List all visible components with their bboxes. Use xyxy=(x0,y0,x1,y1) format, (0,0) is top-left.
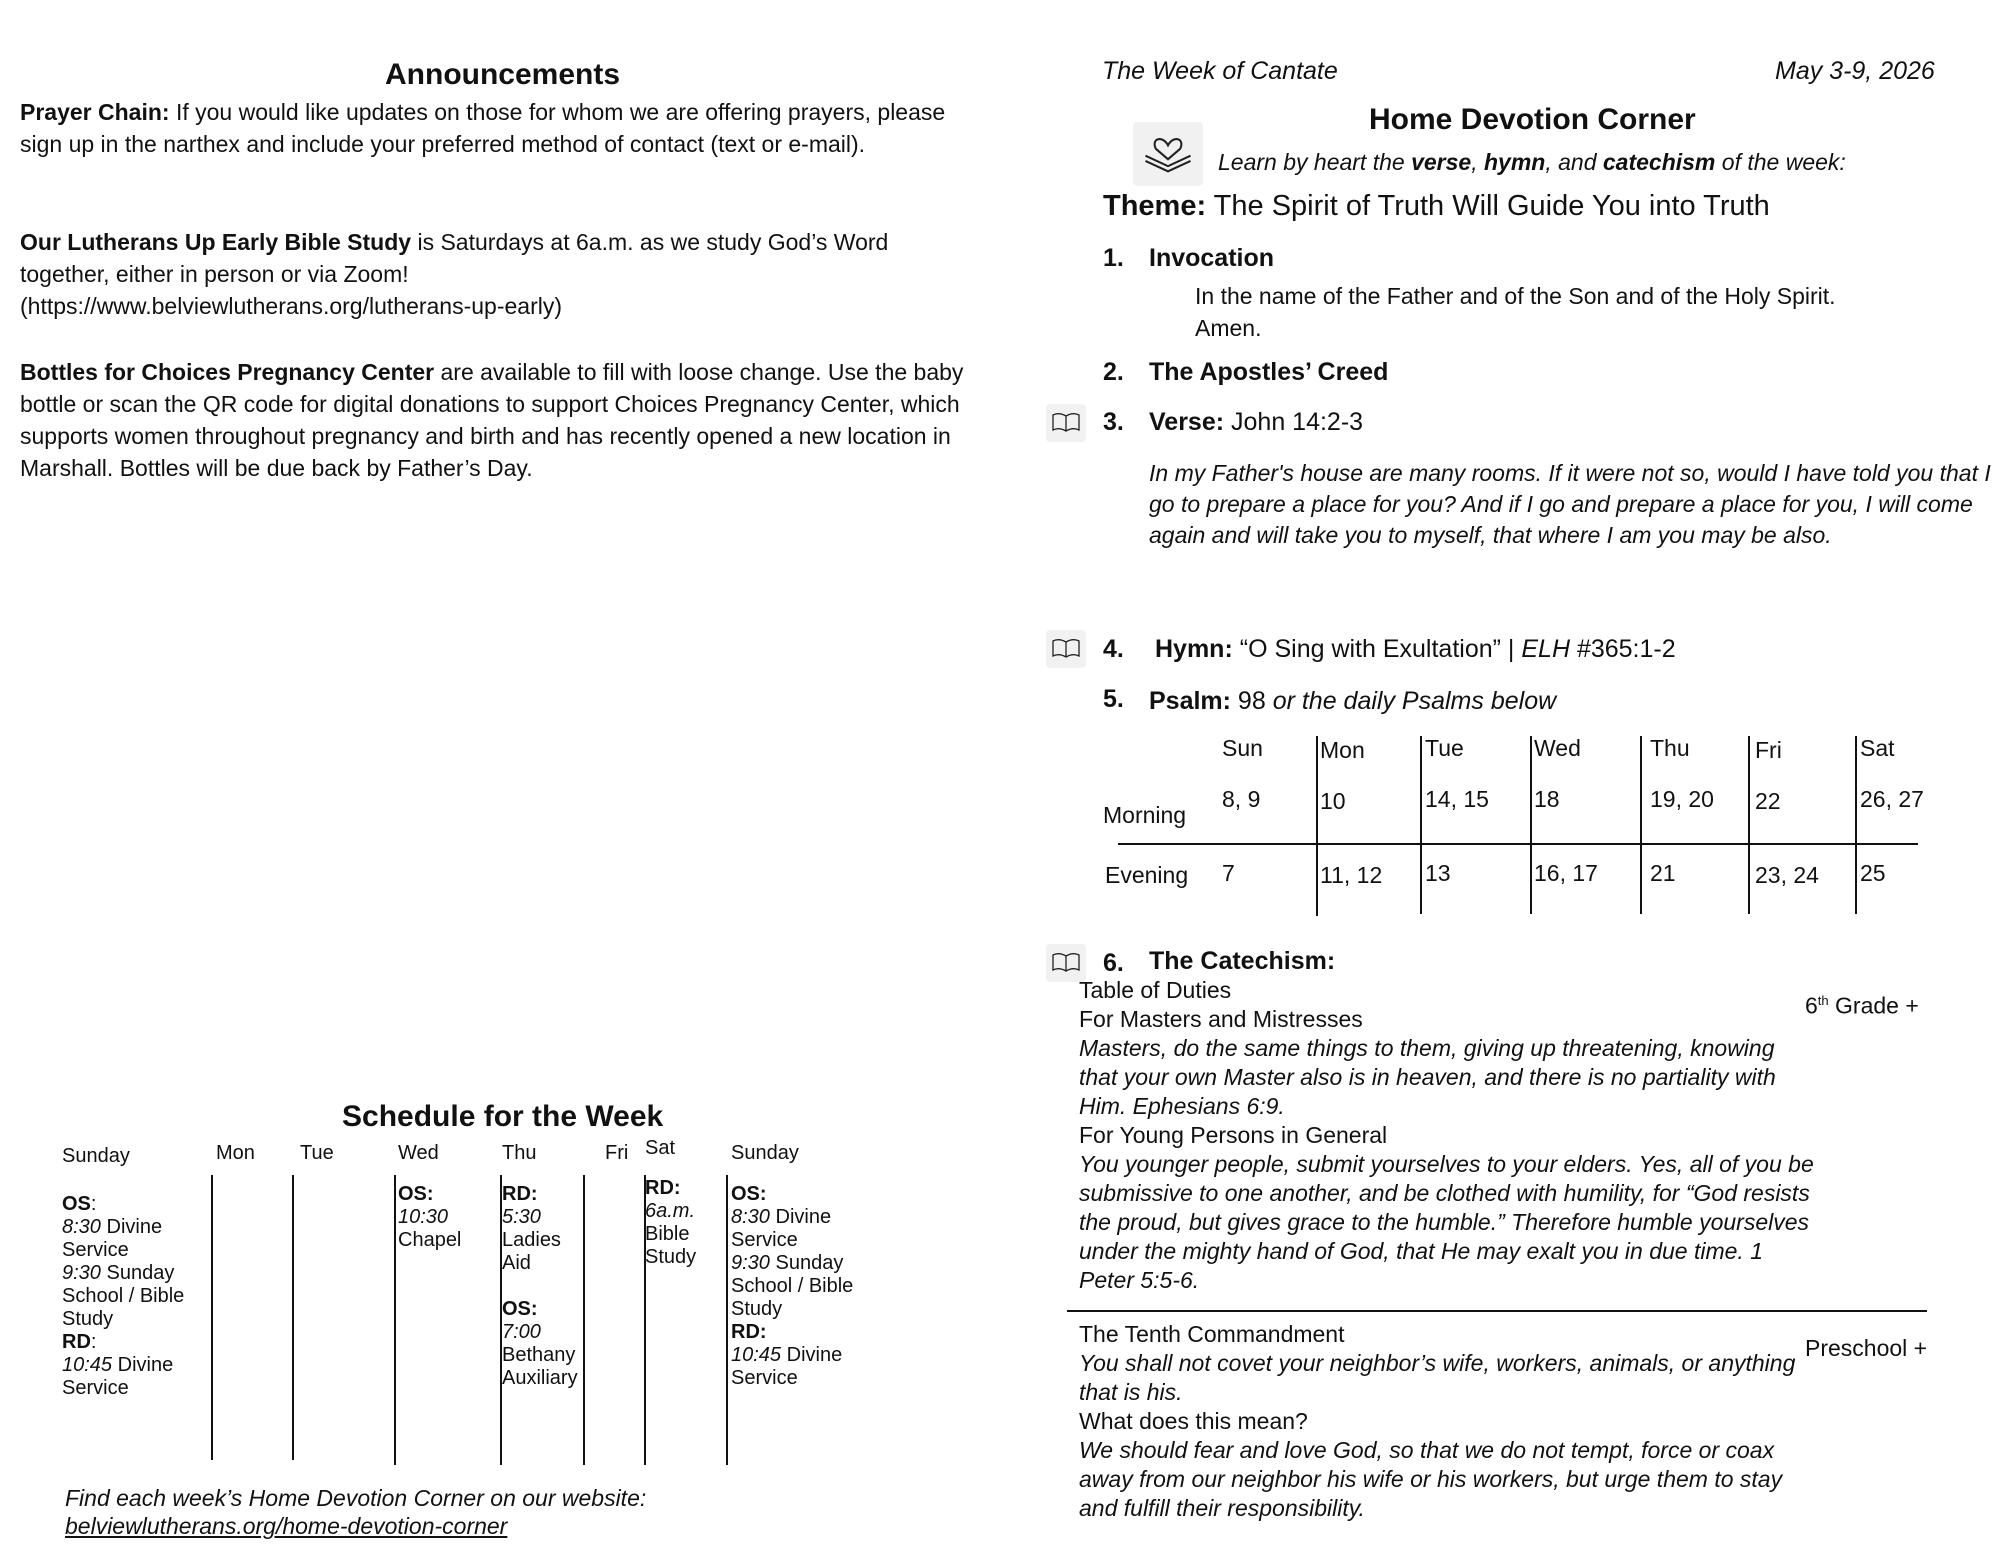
heart-book-icon xyxy=(1133,122,1203,186)
schedule-divider xyxy=(211,1175,213,1460)
announcements-title: Announcements xyxy=(385,58,621,91)
week-dates: May 3-9, 2026 xyxy=(1775,57,1935,85)
bible-study-paragraph xyxy=(20,226,980,322)
footer-note: Find each week’s Home Devotion Corner on our website: xyxy=(65,1485,647,1511)
psalm-morning-cell: 8, 9 xyxy=(1222,786,1261,812)
event-name: Divine Service xyxy=(731,1206,832,1251)
learn-hymn: hymn xyxy=(1483,149,1546,175)
psalm-morning-cell: 22 xyxy=(1755,788,1781,814)
psalm-column-divider xyxy=(1420,736,1422,914)
event-time: 7:00 xyxy=(502,1321,541,1343)
theme-text: The Spirit of Truth Will Guide You into Truth xyxy=(1206,190,1770,222)
event-time: 9:30 xyxy=(62,1262,101,1284)
item-number: 3. xyxy=(1103,408,1124,436)
psalm-morning-cell: 18 xyxy=(1534,786,1560,812)
schedule-day-tue: Tue xyxy=(300,1142,334,1164)
schedule-day-sat: Sat xyxy=(645,1137,676,1159)
event-time: 6a.m. xyxy=(645,1200,696,1222)
hymn-label: Hymn: xyxy=(1155,635,1233,663)
theme-label: Theme: xyxy=(1103,190,1207,222)
schedule-divider xyxy=(583,1175,585,1465)
psalm-column-divider xyxy=(1855,736,1857,914)
psalm-day-header: Sat xyxy=(1860,735,1895,761)
verse-heading xyxy=(1149,406,1363,438)
psalm-morning-cell: 19, 20 xyxy=(1650,786,1714,812)
catechism-subtitle: For Masters and Mistresses xyxy=(1079,1006,1363,1032)
catechism-section-commandment xyxy=(1079,1320,1819,1523)
psalm-number: 98 xyxy=(1230,687,1273,715)
learn-text: of the week: xyxy=(1715,149,1846,175)
os-label: OS: xyxy=(398,1183,434,1205)
book-icon xyxy=(1046,630,1086,668)
schedule-divider xyxy=(394,1175,396,1465)
event-name: Sunday School / Bible Study xyxy=(731,1252,854,1320)
psalm-evening-cell: 13 xyxy=(1425,860,1451,886)
event-name: Ladies Aid xyxy=(502,1229,561,1274)
rd-label: RD xyxy=(62,1331,91,1353)
psalm-alternative: or the daily Psalms below xyxy=(1272,687,1557,715)
event-name: Divine Service xyxy=(731,1344,843,1389)
schedule-wed-events xyxy=(398,1183,498,1252)
learn-line xyxy=(1218,146,1846,178)
week-name: The Week of Cantate xyxy=(1102,57,1338,85)
psalm-day-header: Thu xyxy=(1650,735,1690,761)
event-time: 8:30 xyxy=(731,1206,770,1228)
psalm-evening-cell: 16, 17 xyxy=(1534,860,1598,886)
evening-label: Evening xyxy=(1105,862,1189,888)
catechism-heading: The Catechism: xyxy=(1149,947,1336,975)
event-name: Divine Service xyxy=(62,1354,174,1399)
catechism-text: You shall not covet your neighbor’s wife, workers, animals, or anything that is his. xyxy=(1079,1350,1796,1405)
psalm-evening-cell: 21 xyxy=(1650,860,1676,886)
preschool-level: Preschool + xyxy=(1805,1335,1928,1361)
psalm-evening-cell: 11, 12 xyxy=(1320,862,1383,888)
catechism-question: What does this mean? xyxy=(1079,1408,1308,1434)
psalm-day-header: Mon xyxy=(1320,737,1365,763)
event-name: Chapel xyxy=(398,1229,462,1251)
schedule-sunday-events: OS: 8:30 Divine Service 9:30 Sunday School / Bible Study RD: 10:45 Divine Service xyxy=(62,1193,185,1399)
theme-line xyxy=(1103,190,1770,223)
schedule-thu-events xyxy=(502,1183,582,1390)
catechism-title: Table of Duties xyxy=(1079,977,1232,1003)
grade-suffix: th xyxy=(1817,993,1829,1008)
catechism-subtitle: For Young Persons in General xyxy=(1079,1122,1388,1148)
catechism-title: The Tenth Commandment xyxy=(1079,1321,1345,1347)
bottles-text: are available to fill with loose change. Use the baby bottle or scan the QR code for digital donations to support Choices Pregnancy Center, which supports women throughout pregnancy and birth and has recently opened a new location in Marshall. Bottles will be due back by Father’s Day. xyxy=(20,359,964,481)
footer-link[interactable]: belviewlutherans.org/home-devotion-corner xyxy=(65,1513,508,1539)
devotion-title: Home Devotion Corner xyxy=(1369,103,1696,136)
psalm-heading xyxy=(1149,685,1556,717)
creed-heading: The Apostles’ Creed xyxy=(1149,358,1389,386)
catechism-divider xyxy=(1067,1310,1927,1312)
psalm-evening-cell: 23, 24 xyxy=(1755,862,1819,888)
learn-catechism: catechism xyxy=(1602,149,1716,175)
psalm-morning-cell: 26, 27 xyxy=(1860,786,1924,812)
schedule-sat-events xyxy=(645,1177,723,1269)
prayer-chain-label: Prayer Chain: xyxy=(20,99,170,125)
item-number: 6. xyxy=(1103,949,1124,977)
item-number: 1. xyxy=(1103,244,1124,272)
catechism-answer: We should fear and love God, so that we do not tempt, force or coax away from our neighbor his wife or his workers, but urge them to stay and fulfill their responsibility. xyxy=(1079,1437,1783,1521)
schedule-next-sunday-events xyxy=(731,1183,871,1390)
learn-sep: , xyxy=(1471,149,1484,175)
grade-level xyxy=(1805,985,1919,1022)
hymn-number: #365:1-2 xyxy=(1570,635,1676,663)
prayer-chain-text: If you would like updates on those for whom we are offering prayers, please sign up in the narthex and include your preferred method of contact (text or e-mail). xyxy=(20,99,946,157)
psalm-day-header: Tue xyxy=(1425,735,1464,761)
schedule-day-wed: Wed xyxy=(398,1142,439,1164)
psalm-evening-cell: 7 xyxy=(1222,860,1235,886)
psalm-table-divider xyxy=(1118,843,1918,845)
schedule-divider xyxy=(292,1175,294,1460)
schedule-divider xyxy=(726,1175,728,1465)
schedule-title: Schedule for the Week xyxy=(342,1100,664,1133)
event-name: Sunday School / Bible Study xyxy=(62,1262,185,1330)
schedule-day-sunday: Sunday xyxy=(62,1145,130,1167)
event-time: 10:45 xyxy=(62,1354,113,1376)
hymn-book: ELH xyxy=(1521,635,1570,663)
event-name: Bible Study xyxy=(645,1223,697,1268)
book-icon xyxy=(1046,404,1086,442)
rd-label: RD: xyxy=(645,1177,681,1199)
psalm-column-divider xyxy=(1316,736,1318,916)
psalm-day-header: Wed xyxy=(1534,735,1581,761)
item-number: 2. xyxy=(1103,358,1124,386)
psalm-evening-cell: 25 xyxy=(1860,860,1886,886)
schedule-day-thu: Thu xyxy=(502,1142,537,1164)
psalm-column-divider xyxy=(1748,736,1750,914)
bible-study-text: is Saturdays at 6a.m. as we study God’s Word together, either in person or via Zoom! xyxy=(20,229,889,287)
grade-number: 6 xyxy=(1805,992,1818,1019)
bottles-label: Bottles for Choices Pregnancy Center xyxy=(20,359,435,385)
event-time: 9:30 xyxy=(731,1252,770,1274)
catechism-text: You younger people, submit yourselves to your elders. Yes, all of you be submissive to one another, and be clothed with humility, for “God resists the proud, but gives grace to the humble.” Therefore humble yourselves under the mighty hand of God, that He may exalt you in due time. 1 Peter 5:5-6. xyxy=(1079,1151,1814,1293)
morning-label: Morning xyxy=(1103,802,1187,828)
psalm-label: Psalm: xyxy=(1149,687,1231,715)
event-name: Bethany Auxiliary xyxy=(502,1344,578,1389)
bible-study-url: (https://www.belviewlutherans.org/lutherans-up-early) xyxy=(20,293,563,319)
item-number: 5. xyxy=(1103,685,1124,713)
psalm-morning-cell: 10 xyxy=(1320,788,1346,814)
event-time: 5:30 xyxy=(502,1206,541,1228)
verse-label: Verse: xyxy=(1149,408,1225,436)
event-name: Divine Service xyxy=(62,1216,163,1261)
catechism-section-duties xyxy=(1079,976,1819,1295)
os-label: OS xyxy=(62,1193,91,1215)
invocation-heading: Invocation xyxy=(1149,244,1275,272)
rd-label: RD: xyxy=(731,1321,767,1343)
schedule-day-sunday-next: Sunday xyxy=(731,1142,799,1164)
grade-label: Grade + xyxy=(1828,992,1919,1019)
schedule-day-mon: Mon xyxy=(216,1142,255,1164)
psalm-column-divider xyxy=(1530,736,1532,914)
schedule-day-fri: Fri xyxy=(605,1142,629,1164)
event-time: 10:30 xyxy=(398,1206,449,1228)
event-time: 10:45 xyxy=(731,1344,782,1366)
learn-verse: verse xyxy=(1411,149,1472,175)
psalm-day-header: Sun xyxy=(1222,735,1263,761)
prayer-chain-paragraph xyxy=(20,96,980,160)
learn-sep: , and xyxy=(1545,149,1603,175)
verse-reference: John 14:2-3 xyxy=(1224,408,1364,436)
catechism-text: Masters, do the same things to them, giving up threatening, knowing that your own Master also is in heaven, and there is no partiality with Him. Ephesians 6:9. xyxy=(1079,1035,1776,1119)
bottles-paragraph xyxy=(20,356,980,484)
os-label: OS: xyxy=(731,1183,767,1205)
bible-study-label: Our Lutherans Up Early Bible Study xyxy=(20,229,412,255)
learn-text: Learn by heart the xyxy=(1218,149,1412,175)
psalm-day-header: Fri xyxy=(1755,737,1782,763)
item-number: 4. xyxy=(1103,635,1124,663)
hymn-title: “O Sing with Exultation” | xyxy=(1232,635,1522,663)
rd-label: RD: xyxy=(502,1183,538,1205)
invocation-text: In the name of the Father and of the Son and of the Holy Spirit. Amen. xyxy=(1195,283,1836,341)
os-label: OS: xyxy=(502,1298,538,1320)
psalm-column-divider xyxy=(1640,736,1642,914)
hymn-heading xyxy=(1155,633,1676,665)
psalm-morning-cell: 14, 15 xyxy=(1425,786,1489,812)
event-time: 8:30 xyxy=(62,1216,101,1238)
verse-text: In my Father's house are many rooms. If it were not so, would I have told you that I go to prepare a place for you? And if I go and prepare a place for you, I will come again and will take you to myself, that where I am you may be also. xyxy=(1149,460,1991,548)
